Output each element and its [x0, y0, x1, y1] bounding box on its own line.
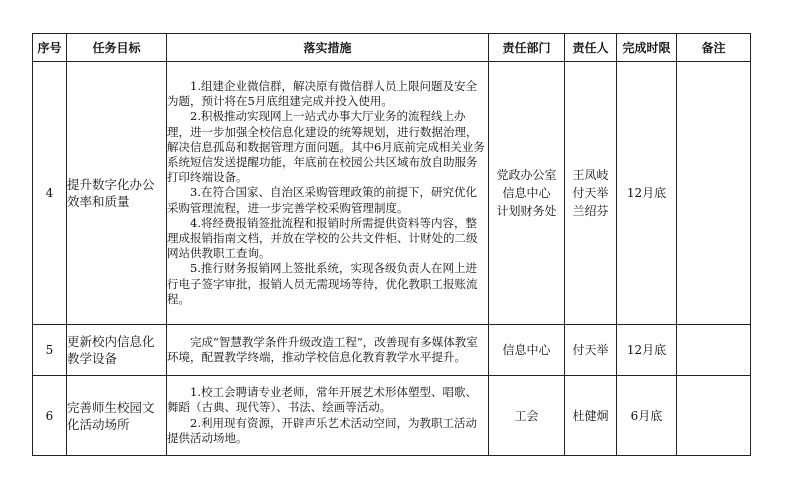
- dept-name: 信息中心: [502, 186, 551, 200]
- person-name: 杜健炯: [572, 408, 609, 423]
- measure-item: 4.将经费报销签批流程和报销时所需提供资料等内容，整理成报销指南文档，并放在学校的公共文件柜、计财处的二级网站供教职工查询。: [167, 215, 478, 261]
- row-deadline: 12月底: [617, 325, 677, 376]
- dept-name: 信息中心: [502, 343, 551, 357]
- row-goal: 提升数字化办公效率和质量: [67, 62, 167, 325]
- table-row: [33, 376, 751, 456]
- measure-item: 1.组建企业微信群，解决原有微信群人员上限问题及安全为题，预计将在5月底组建完成并投入使用。: [167, 78, 477, 109]
- person-name: 兰绍芬: [572, 204, 609, 218]
- header-remark: 备注: [677, 34, 751, 62]
- measure-item: 2.利用现有资源，开辟声乐艺术活动空间，为教职工活动提供活动场地。: [167, 415, 477, 445]
- row-seq: 5: [33, 325, 67, 376]
- header-dept: 责任部门: [489, 34, 565, 62]
- measure-item: 2.积极推动实现网上一站式办事大厅业务的流程线上办理，进一步加强全校信息化建设的统筹规划，进行数据治理，解决信息孤岛和数据管理方面问题。其中6月底前完成相关业务系统短信发送提醒功能，年底前在校园公共区域布放自助服务打印终端设备。: [167, 109, 485, 185]
- row-measures: [167, 62, 489, 325]
- person-name: 付天举: [572, 186, 609, 200]
- header-goal: 任务目标: [67, 34, 167, 62]
- dept-name: 党政办公室: [496, 168, 557, 182]
- header-row: [33, 34, 751, 62]
- table-row: [33, 325, 751, 376]
- row-seq: 6: [33, 376, 67, 456]
- row-remark: [677, 325, 751, 376]
- header-measures: 落实措施: [167, 34, 489, 62]
- measure-item: 完成“智慧教学条件升级改造工程”，改善现有多媒体教室环境，配置教学终端，推动学校信息化教育教学水平提升。: [167, 334, 478, 364]
- row-remark: [677, 62, 751, 325]
- row-dept: [489, 325, 565, 376]
- row-person: [565, 376, 617, 456]
- row-measures: [167, 376, 489, 456]
- measure-item: 3.在符合国家、自治区采购管理政策的前提下，研究优化采购管理流程，进一步完善学校采购管理制度。: [167, 185, 477, 215]
- row-goal: 更新校内信息化教学设备: [67, 325, 167, 376]
- dept-name: 工会: [514, 408, 539, 423]
- row-dept: [489, 376, 565, 456]
- measure-item: 5.推行财务报销网上签批系统，实现各级负责人在网上进行电子签字审批，报销人员无需现场等待，优化教职工报账流程。: [167, 261, 478, 306]
- person-name: 付天举: [572, 343, 609, 357]
- measure-item: 1.校工会聘请专业老师，常年开展艺术形体塑型、唱歌、舞蹈（古典、现代等）、书法、绘画等活动。: [167, 385, 477, 415]
- task-table: [32, 33, 751, 456]
- row-measures: [167, 325, 489, 376]
- header-deadline: 完成时限: [617, 34, 677, 62]
- row-seq: 4: [33, 62, 67, 325]
- row-deadline: 6月底: [617, 376, 677, 456]
- dept-name: 计划财务处: [496, 204, 557, 218]
- row-person: [565, 325, 617, 376]
- row-deadline: 12月底: [617, 62, 677, 325]
- row-dept: [489, 62, 565, 325]
- row-remark: [677, 376, 751, 456]
- header-person: 责任人: [565, 34, 617, 62]
- row-goal: 完善师生校园文化活动场所: [67, 376, 167, 456]
- person-name: 王凤岐: [572, 168, 609, 182]
- header-seq: 序号: [33, 34, 67, 62]
- row-person: [565, 62, 617, 325]
- table-row: [33, 62, 751, 325]
